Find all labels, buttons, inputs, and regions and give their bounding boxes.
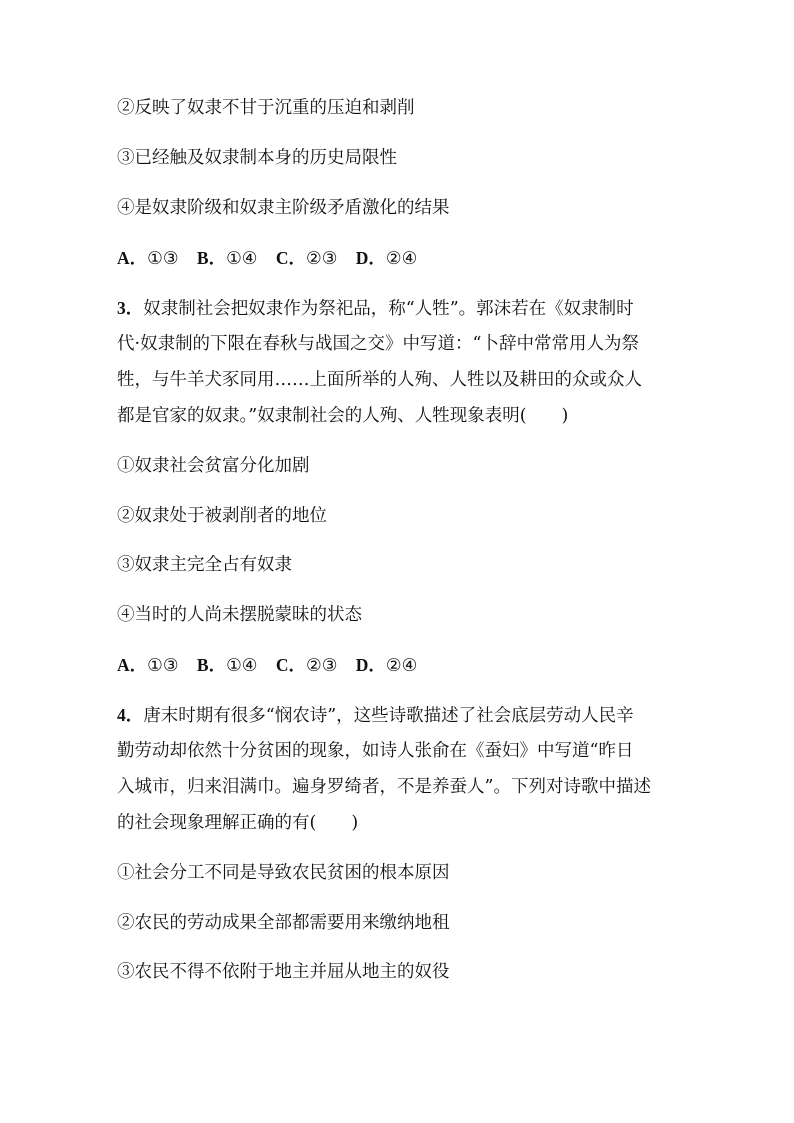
q3-statement-2: ②奴隶处于被剥削者的地位 bbox=[117, 506, 327, 526]
q2-option-b[interactable]: B．①④ bbox=[196, 248, 258, 268]
q4-statement-1: ①社会分工不同是导致农民贫困的根本原因 bbox=[117, 863, 450, 883]
q3-statement-1: ①奴隶社会贫富分化加剧 bbox=[117, 456, 310, 476]
q3-stem-line-4: 都是官家的奴隶。”奴隶制社会的人殉、人牲现象表明( ) bbox=[117, 406, 569, 426]
q2-statement-3: ③已经触及奴隶制本身的历史局限性 bbox=[117, 148, 397, 168]
q3-stem-line-2: 代·奴隶制的下限在春秋与战国之交》中写道：“卜辞中常常用人为祭 bbox=[117, 334, 640, 354]
q4-statement-3: ③农民不得不依附于地主并屈从地主的奴役 bbox=[117, 962, 450, 982]
q3-option-c[interactable]: C．②③ bbox=[275, 655, 338, 675]
q3-option-b[interactable]: B．①④ bbox=[196, 655, 258, 675]
q4-stem-line-3: 入城市，归来泪满巾。遍身罗绮者，不是养蚕人”。下列对诗歌中描述 bbox=[117, 777, 651, 797]
q3-option-a[interactable]: A．①③ bbox=[117, 655, 179, 675]
q4-statement-2: ②农民的劳动成果全部都需要用来缴纳地租 bbox=[117, 913, 450, 933]
q3-stem-line-1: 3．奴隶制社会把奴隶作为祭祀品，称“人牲”。郭沫若在《奴隶制时 bbox=[117, 298, 634, 319]
q3-number: 3． bbox=[117, 298, 144, 318]
q4-stem-line-4: 的社会现象理解正确的有( ) bbox=[117, 813, 359, 833]
q2-statement-2: ②反映了奴隶不甘于沉重的压迫和剥削 bbox=[117, 98, 415, 118]
q3-statement-3: ③奴隶主完全占有奴隶 bbox=[117, 555, 292, 575]
q3-stem-line-3: 牲，与牛羊犬豕同用……上面所举的人殉、人牲以及耕田的众或众人 bbox=[117, 370, 642, 390]
q3-statement-4: ④当时的人尚未摆脱蒙昧的状态 bbox=[117, 605, 362, 625]
q2-statement-4: ④是奴隶阶级和奴隶主阶级矛盾激化的结果 bbox=[117, 198, 450, 218]
q4-stem-line-2: 勤劳动却依然十分贫困的现象，如诗人张俞在《蚕妇》中写道“昨日 bbox=[117, 741, 634, 761]
q2-option-a[interactable]: A．①③ bbox=[117, 248, 179, 268]
q2-options bbox=[117, 246, 431, 270]
q3-options bbox=[117, 653, 431, 677]
q4-stem-line-1: 4．唐末时期有很多“悯农诗”，这些诗歌描述了社会底层劳动人民辛 bbox=[117, 705, 634, 726]
q3-option-d[interactable]: D．②④ bbox=[355, 655, 418, 675]
q2-option-c[interactable]: C．②③ bbox=[275, 248, 338, 268]
q2-option-d[interactable]: D．②④ bbox=[355, 248, 418, 268]
q4-number: 4． bbox=[117, 705, 144, 725]
